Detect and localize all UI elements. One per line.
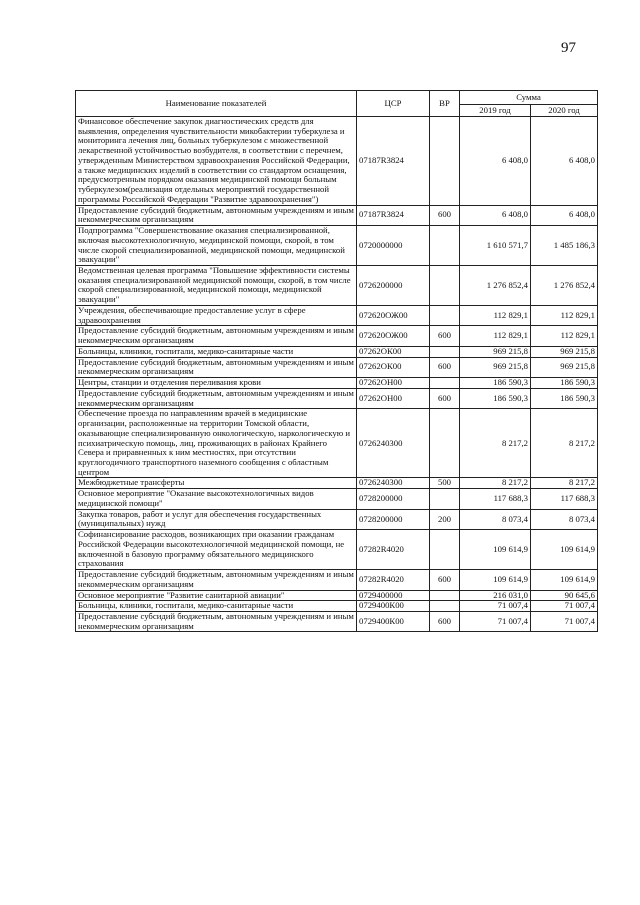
row-csr-cell: 07187R3824 [357,117,430,206]
row-name-cell: Предоставление субсидий бюджетным, автономным учреждениям и иным некоммерческим организациям [76,205,357,225]
row-name-cell: Подпрограмма "Совершенствование оказания специализированной, включая высокотехнологичную, медицинской помощи, скорой, в том числе скорой специализированной, медицинской помощи, медицинской эвакуации" [76,226,357,266]
row-vr-cell [430,346,460,357]
row-2020-cell: 117 688,3 [531,489,598,509]
row-vr-cell [430,266,460,306]
row-vr-cell [430,530,460,570]
row-2020-cell: 6 408,0 [531,117,598,206]
row-name-cell: Обеспечение проезда по направлениям врачей в медицинские организации, расположенные на территории Томской области, оказывающие специализированную онкологическую, наркологическую и психиатрическую помощь, лиц, проживающих в районах Крайнего Севера и приравненных к ним местностях, при отсутствии круглогодичного транспортного наземного сообщения с областным центром [76,409,357,478]
row-2020-cell: 112 829,1 [531,326,598,346]
row-csr-cell: 07187R3824 [357,205,430,225]
row-name-cell: Основное мероприятие "Развитие санитарной авиации" [76,590,357,601]
header-name: Наименование показателей [76,91,357,117]
row-2019-cell: 969 215,8 [460,357,531,377]
page-number: 97 [561,40,576,56]
row-2019-cell: 112 829,1 [460,326,531,346]
row-2020-cell: 71 007,4 [531,601,598,612]
row-csr-cell: 07262ОН00 [357,388,430,408]
header-sum: Сумма [460,91,598,105]
row-name-cell: Финансовое обеспечение закупок диагностических средств для выявления, определения чувствительности микобактерии туберкулеза и мониторинга лечения лиц, больных туберкулезом с множественной лекарственной устойчивостью возбудителя, в соответствии с перечнем, утвержденным Министерством здравоохранения Российской Федерации, а также медицинских изделий в соответствии со стандартом оснащения, предусмотренным порядком оказания медицинской помощи больным туберкулезом(реализация отдельных мероприятий государственной программы Российской Федерации "Развитие здравоохранения") [76,117,357,206]
table-row [76,266,598,306]
row-name-cell: Основное мероприятие "Оказание высокотехнологичных видов медицинской помощи" [76,489,357,509]
row-vr-cell [430,226,460,266]
row-2020-cell: 969 215,8 [531,346,598,357]
row-2019-cell: 186 590,3 [460,378,531,389]
row-2019-cell: 8 217,2 [460,409,531,478]
row-csr-cell: 0729400К00 [357,611,430,631]
row-csr-cell: 0726240300 [357,409,430,478]
row-2019-cell: 8 073,4 [460,509,531,529]
row-vr-cell [430,305,460,325]
row-2020-cell: 1 276 852,4 [531,266,598,306]
row-name-cell: Ведомственная целевая программа "Повышение эффективности системы оказания специализированной медицинской помощи, скорой, в том числе скорой специализированной, медицинской помощи, медицинской эвакуации" [76,266,357,306]
row-2019-cell: 8 217,2 [460,478,531,489]
row-2020-cell: 186 590,3 [531,378,598,389]
row-2020-cell: 8 073,4 [531,509,598,529]
table-row [76,601,598,612]
row-vr-cell [430,117,460,206]
table-row [76,117,598,206]
row-vr-cell [430,489,460,509]
table-header-row [76,91,598,105]
row-vr-cell: 600 [430,611,460,631]
table-row [76,611,598,631]
row-csr-cell: 07262ОК00 [357,346,430,357]
row-2019-cell: 112 829,1 [460,305,531,325]
row-vr-cell: 600 [430,326,460,346]
row-2019-cell: 109 614,9 [460,570,531,590]
row-vr-cell: 500 [430,478,460,489]
row-2019-cell: 6 408,0 [460,205,531,225]
row-2019-cell: 6 408,0 [460,117,531,206]
table-row [76,590,598,601]
row-csr-cell: 07282R4020 [357,530,430,570]
row-vr-cell: 600 [430,388,460,408]
table-row [76,570,598,590]
table-row [76,357,598,377]
table-row [76,226,598,266]
row-2019-cell: 969 215,8 [460,346,531,357]
row-2020-cell: 6 408,0 [531,205,598,225]
table-row [76,346,598,357]
row-2020-cell: 109 614,9 [531,530,598,570]
row-name-cell: Учреждения, обеспечивающие предоставление услуг в сфере здравоохранения [76,305,357,325]
row-csr-cell: 07282R4020 [357,570,430,590]
table-row [76,378,598,389]
row-2019-cell: 216 031,0 [460,590,531,601]
row-name-cell: Предоставление субсидий бюджетным, автономным учреждениям и иным некоммерческим организациям [76,326,357,346]
table-row [76,489,598,509]
row-csr-cell: 072620ОЖ00 [357,326,430,346]
row-csr-cell: 0726200000 [357,266,430,306]
row-name-cell: Центры, станции и отделения переливания крови [76,378,357,389]
row-csr-cell: 0720000000 [357,226,430,266]
row-vr-cell [430,601,460,612]
table-row [76,305,598,325]
table-row [76,326,598,346]
table-row [76,509,598,529]
row-2020-cell: 969 215,8 [531,357,598,377]
table-row [76,409,598,478]
row-2019-cell: 109 614,9 [460,530,531,570]
row-name-cell: Закупка товаров, работ и услуг для обеспечения государственных (муниципальных) нужд [76,509,357,529]
header-vr: ВР [430,91,460,117]
row-name-cell: Предоставление субсидий бюджетным, автономным учреждениям и иным некоммерческим организациям [76,388,357,408]
row-csr-cell: 0729400К00 [357,601,430,612]
row-csr-cell: 0726240300 [357,478,430,489]
row-2019-cell: 71 007,4 [460,601,531,612]
row-csr-cell: 07262ОН00 [357,378,430,389]
table-row [76,205,598,225]
header-2019: 2019 год [460,105,531,117]
header-csr: ЦСР [357,91,430,117]
row-name-cell: Больницы, клиники, госпитали, медико-санитарные части [76,601,357,612]
row-name-cell: Предоставление субсидий бюджетным, автономным учреждениям и иным некоммерческим организациям [76,611,357,631]
header-2020: 2020 год [531,105,598,117]
row-2020-cell: 90 645,6 [531,590,598,601]
row-2020-cell: 8 217,2 [531,409,598,478]
row-name-cell: Предоставление субсидий бюджетным, автономным учреждениям и иным некоммерческим организациям [76,357,357,377]
table-row [76,388,598,408]
row-csr-cell: 07262ОК00 [357,357,430,377]
row-name-cell: Межбюджетные трансферты [76,478,357,489]
row-2019-cell: 186 590,3 [460,388,531,408]
row-2020-cell: 1 485 186,3 [531,226,598,266]
table-row [76,530,598,570]
row-2020-cell: 8 217,2 [531,478,598,489]
row-csr-cell: 072620ОЖ00 [357,305,430,325]
row-vr-cell [430,378,460,389]
row-csr-cell: 0729400000 [357,590,430,601]
row-2020-cell: 71 007,4 [531,611,598,631]
row-name-cell: Софинансирование расходов, возникающих при оказании гражданам Российской Федерации высокотехнологичной медицинской помощи, не включенной в базовую программу обязательного медицинского страхования [76,530,357,570]
row-csr-cell: 0728200000 [357,489,430,509]
row-vr-cell: 200 [430,509,460,529]
row-vr-cell [430,590,460,601]
row-csr-cell: 0728200000 [357,509,430,529]
row-2020-cell: 109 614,9 [531,570,598,590]
row-vr-cell: 600 [430,357,460,377]
table-body [76,117,598,632]
row-name-cell: Больницы, клиники, госпитали, медико-санитарные части [76,346,357,357]
row-2020-cell: 186 590,3 [531,388,598,408]
table-row [76,478,598,489]
row-2019-cell: 1 610 571,7 [460,226,531,266]
row-vr-cell [430,409,460,478]
row-vr-cell: 600 [430,205,460,225]
row-name-cell: Предоставление субсидий бюджетным, автономным учреждениям и иным некоммерческим организациям [76,570,357,590]
budget-table [75,90,598,632]
row-2019-cell: 71 007,4 [460,611,531,631]
row-2019-cell: 117 688,3 [460,489,531,509]
row-2020-cell: 112 829,1 [531,305,598,325]
row-2019-cell: 1 276 852,4 [460,266,531,306]
row-vr-cell: 600 [430,570,460,590]
